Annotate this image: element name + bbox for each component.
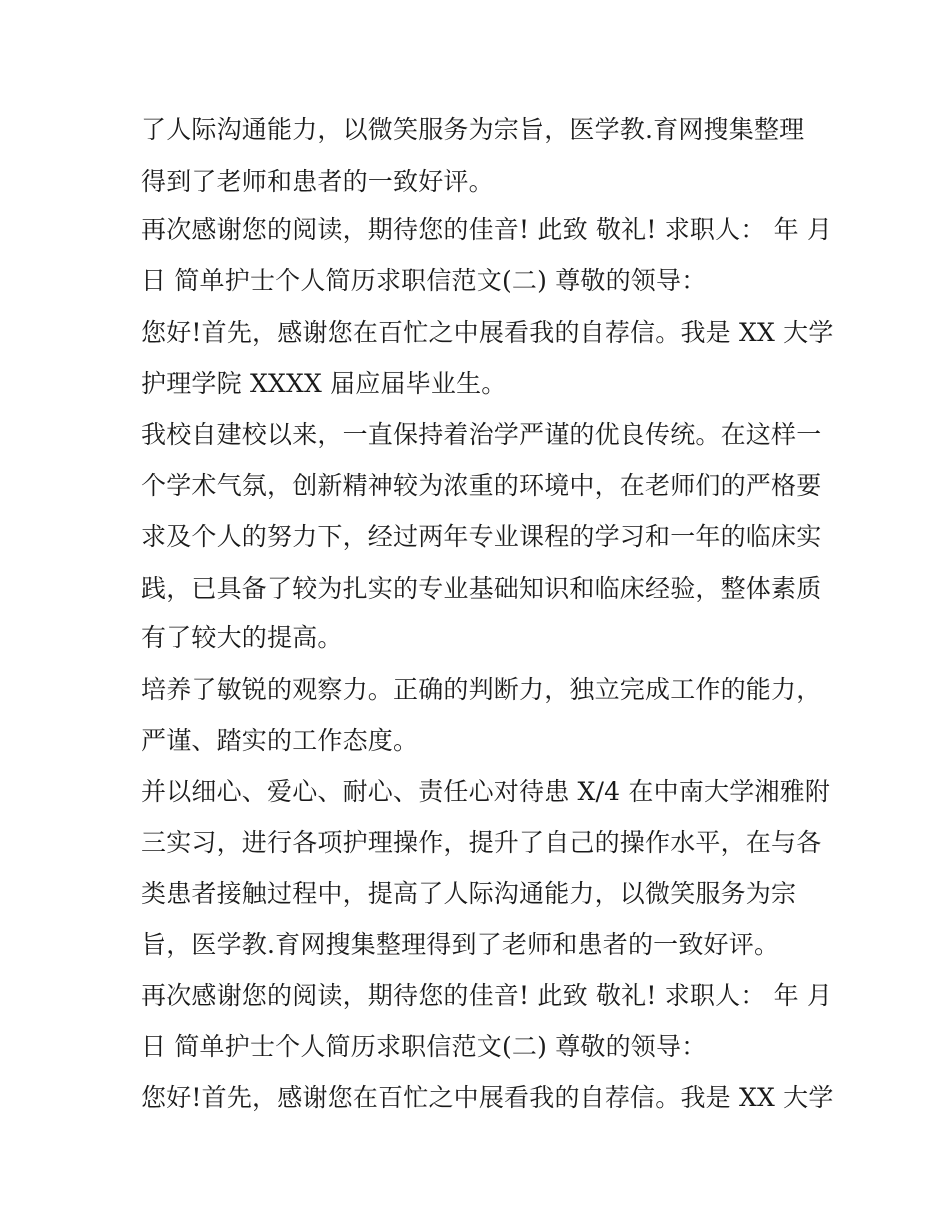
text-line: 日 简单护士个人简历求职信范文(二) 尊敬的领导： bbox=[141, 1032, 707, 1061]
text-line: 并以细心、爱心、耐心、责任心对待患 X/4 在中南大学湘雅附 bbox=[141, 777, 831, 806]
text-line: 日 简单护士个人简历求职信范文(二) 尊敬的领导： bbox=[141, 266, 707, 295]
text-line: 再次感谢您的阅读，期待您的佳音! 此致 敬礼! 求职人： 年 月 bbox=[141, 981, 833, 1010]
text-line: 了人际沟通能力，以微笑服务为宗旨，医学教.育网搜集整理 bbox=[141, 115, 805, 144]
text-line: 护理学院 XXXX 届应届毕业生。 bbox=[141, 369, 507, 398]
text-line: 个学术气氛，创新精神较为浓重的环境中，在老师们的严格要 bbox=[141, 471, 822, 500]
text-line: 求及个人的努力下，经过两年专业课程的学习和一年的临床实 bbox=[141, 522, 822, 551]
text-line: 您好!首先，感谢您在百忙之中展看我的自荐信。我是 XX 大学 bbox=[141, 318, 834, 347]
text-line: 类患者接触过程中，提高了人际沟通能力，以微笑服务为宗 bbox=[141, 879, 797, 908]
text-line: 三实习，进行各项护理操作，提升了自己的操作水平，在与各 bbox=[141, 828, 822, 857]
text-line: 有了较大的提高。 bbox=[141, 623, 343, 652]
text-line: 我校自建校以来，一直保持着治学严谨的优良传统。在这样一 bbox=[141, 420, 822, 449]
text-line: 再次感谢您的阅读，期待您的佳音! 此致 敬礼! 求职人： 年 月 bbox=[141, 215, 833, 244]
text-line: 您好!首先，感谢您在百忙之中展看我的自荐信。我是 XX 大学 bbox=[141, 1083, 834, 1112]
text-line: 践，已具备了较为扎实的专业基础知识和临床经验，整体素质 bbox=[141, 574, 822, 603]
text-line: 得到了老师和患者的一致好评。 bbox=[141, 167, 494, 196]
text-line: 严谨、踏实的工作态度。 bbox=[141, 726, 419, 755]
text-line: 培养了敏锐的观察力。正确的判断力，独立完成工作的能力， bbox=[141, 675, 822, 704]
text-line: 旨，医学教.育网搜集整理得到了老师和患者的一致好评。 bbox=[141, 930, 780, 959]
